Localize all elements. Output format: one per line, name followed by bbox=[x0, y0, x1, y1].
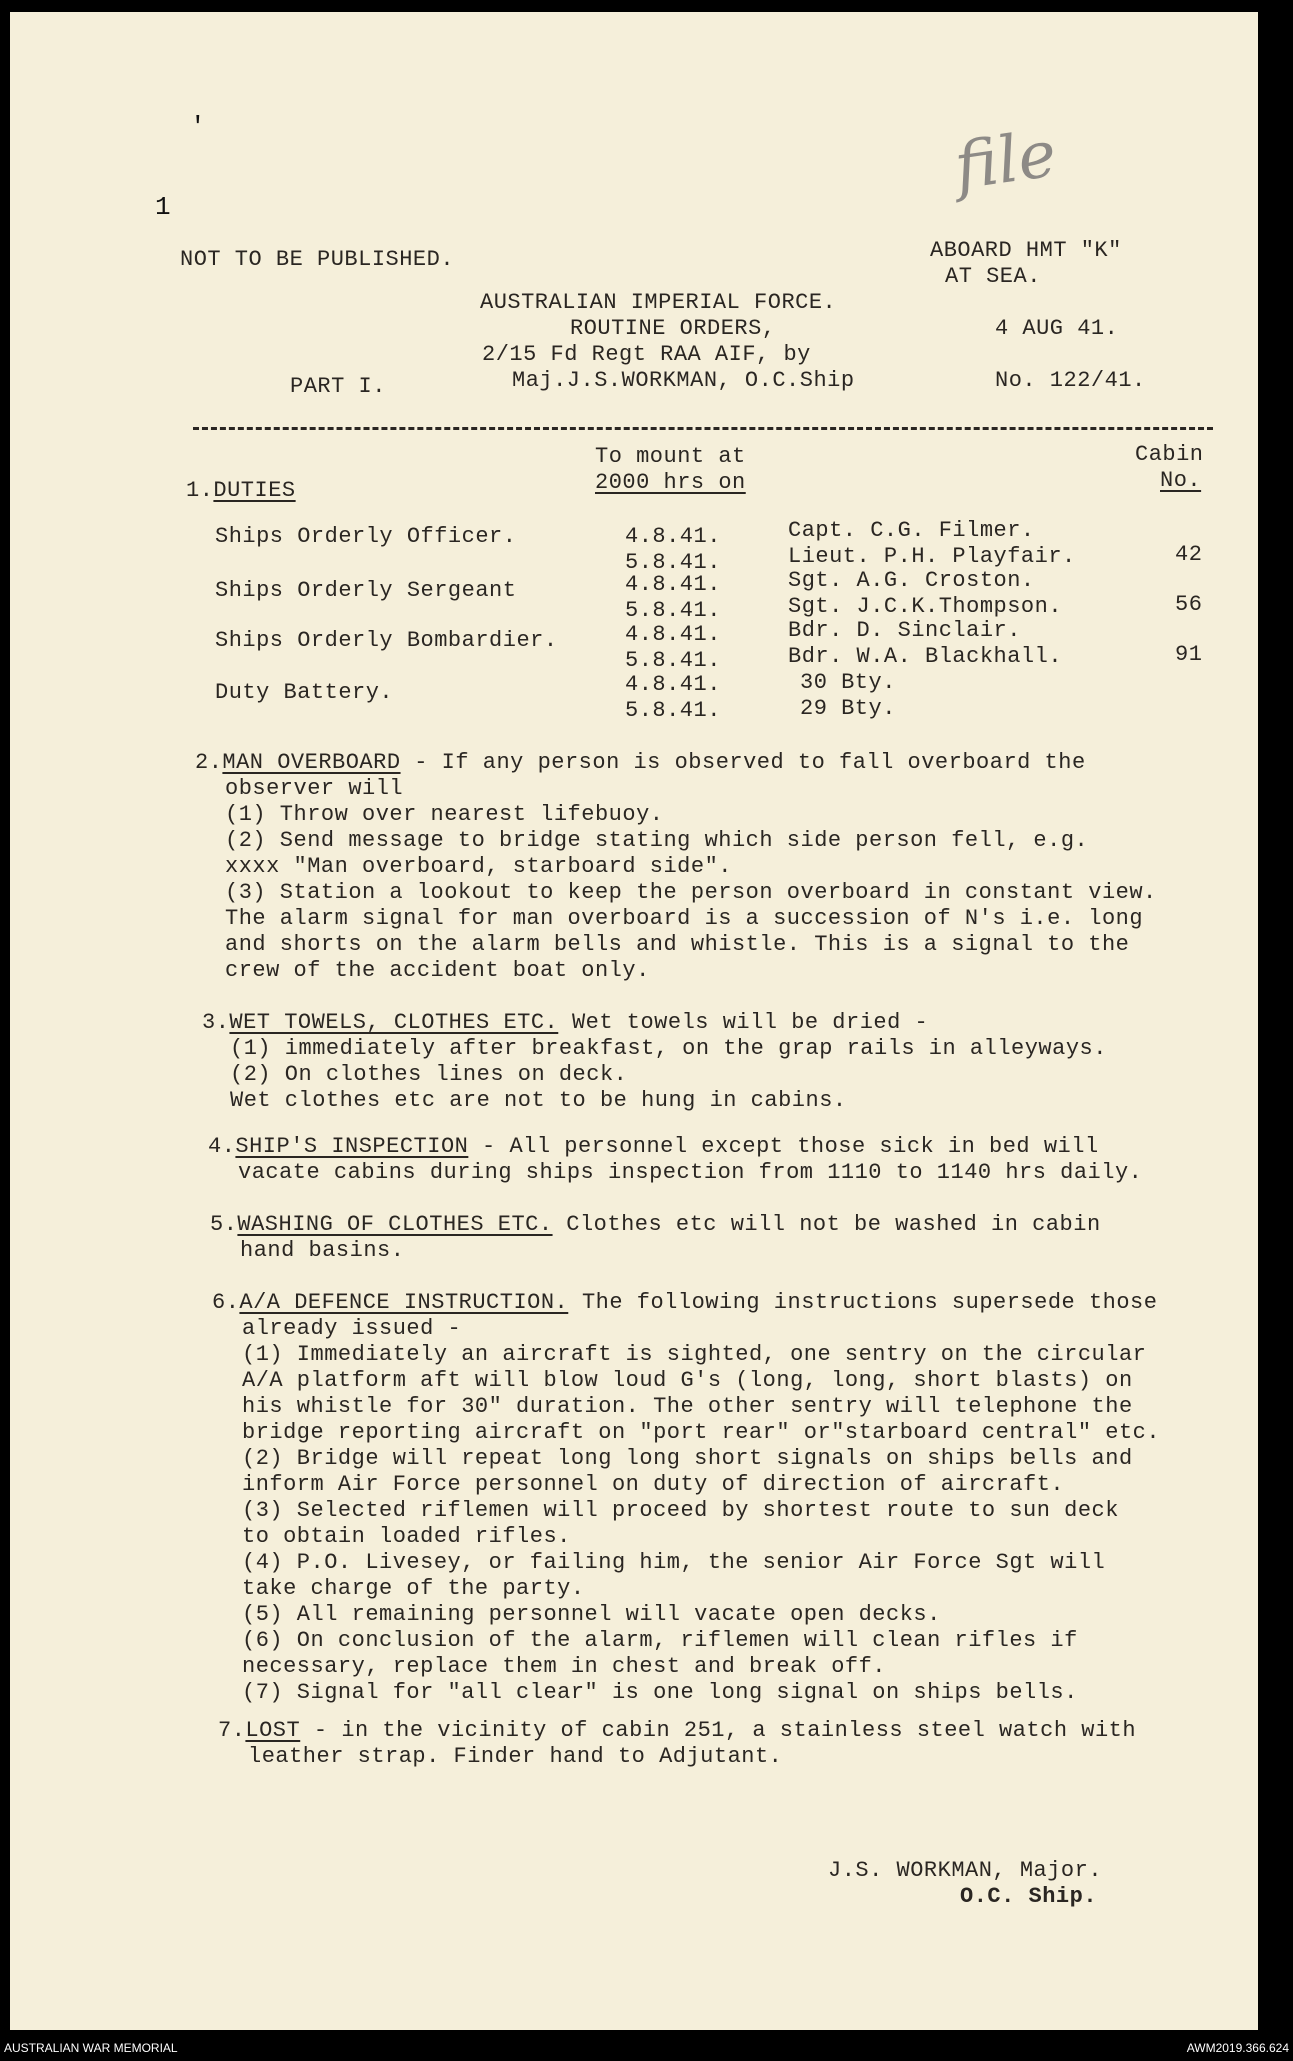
section-lost-heading bbox=[218, 1718, 1136, 1744]
section-text-line: Clothes etc will not be washed in cabin bbox=[552, 1212, 1101, 1237]
section-text-line: A/A platform aft will blow loud G's (long, long, short blasts) on bbox=[242, 1368, 1133, 1393]
section-number: 4. bbox=[208, 1134, 236, 1159]
title-line-4: Maj.J.S.WORKMAN, O.C.Ship bbox=[512, 368, 855, 393]
duty-role: Ships Orderly Officer. bbox=[215, 524, 517, 549]
document-page bbox=[10, 12, 1258, 2030]
section-text-line: (1) immediately after breakfast, on the grap rails in alleyways. bbox=[230, 1036, 1107, 1061]
section-text-line: crew of the accident boat only. bbox=[225, 958, 650, 983]
duty-name: 30 Bty. bbox=[800, 670, 896, 695]
order-date: 4 AUG 41. bbox=[995, 316, 1119, 341]
duty-date: 4.8.41. bbox=[625, 622, 721, 647]
section-text-line: inform Air Force personnel on duty of direction of aircraft. bbox=[242, 1472, 1065, 1497]
section-man-overboard-heading bbox=[195, 750, 1086, 776]
signature-line-1: J.S. WORKMAN, Major. bbox=[828, 1858, 1103, 1883]
duty-name: Bdr. W.A. Blackhall. bbox=[788, 644, 1063, 669]
section-title: WASHING OF CLOTHES ETC. bbox=[237, 1212, 553, 1237]
duty-name: Sgt. A.G. Croston. bbox=[788, 568, 1035, 593]
section-duties-heading bbox=[186, 478, 296, 504]
duty-name: Capt. C.G. Filmer. bbox=[788, 518, 1035, 543]
section-number: 1. bbox=[186, 478, 214, 503]
section-text-line: hand basins. bbox=[240, 1238, 405, 1263]
section-text-line: xxxx "Man overboard, starboard side". bbox=[225, 854, 732, 879]
to-mount-header-1: To mount at bbox=[595, 444, 746, 469]
title-line-2: ROUTINE ORDERS, bbox=[570, 316, 776, 341]
duty-name: 29 Bty. bbox=[800, 696, 896, 721]
section-text-line: Wet towels will be dried - bbox=[558, 1010, 929, 1035]
section-text-line: (2) Bridge will repeat long long short signals on ships bells and bbox=[242, 1446, 1133, 1471]
signature-line-2: O.C. Ship. bbox=[960, 1884, 1098, 1909]
section-number: 6. bbox=[212, 1290, 240, 1315]
order-number: No. 122/41. bbox=[995, 368, 1146, 393]
section-number: 2. bbox=[195, 750, 223, 775]
section-text-line: The alarm signal for man overboard is a succession of N's i.e. long bbox=[225, 906, 1144, 931]
duty-role: Ships Orderly Bombardier. bbox=[215, 628, 558, 653]
section-text-line: (6) On conclusion of the alarm, riflemen will clean rifles if bbox=[242, 1628, 1078, 1653]
section-text-line: to obtain loaded rifles. bbox=[242, 1524, 571, 1549]
section-text-line: The following instructions supersede those bbox=[568, 1290, 1158, 1315]
section-text-line: (2) On clothes lines on deck. bbox=[230, 1062, 628, 1087]
not-to-be-published: NOT TO BE PUBLISHED. bbox=[180, 247, 455, 272]
section-text-line: (3) Selected riflemen will proceed by shortest route to sun deck bbox=[242, 1498, 1119, 1523]
section-text-line: leather strap. Finder hand to Adjutant. bbox=[248, 1744, 783, 1769]
section-text-line: (3) Station a lookout to keep the person overboard in constant view. bbox=[225, 880, 1157, 905]
divider-rule bbox=[193, 427, 1213, 430]
duty-name: Sgt. J.C.K.Thompson. bbox=[788, 594, 1063, 619]
section-text-line: Wet clothes etc are not to be hung in cabins. bbox=[230, 1088, 847, 1113]
section-wet-towels-heading bbox=[202, 1010, 928, 1036]
handwritten-note: file bbox=[950, 117, 1061, 205]
section-number: 3. bbox=[202, 1010, 230, 1035]
section-title: A/A DEFENCE INSTRUCTION. bbox=[239, 1290, 569, 1315]
section-text-line: take charge of the party. bbox=[242, 1576, 585, 1601]
section-title: MAN OVERBOARD bbox=[222, 750, 401, 775]
duty-date: 5.8.41. bbox=[625, 648, 721, 673]
title-line-3: 2/15 Fd Regt RAA AIF, by bbox=[482, 342, 811, 367]
footer-credit: AUSTRALIAN WAR MEMORIAL bbox=[4, 2041, 178, 2055]
duty-date: 5.8.41. bbox=[625, 698, 721, 723]
duty-cabin: 91 bbox=[1175, 642, 1203, 667]
section-title: WET TOWELS, CLOTHES ETC. bbox=[229, 1010, 559, 1035]
duty-date: 4.8.41. bbox=[625, 524, 721, 549]
duty-role: Ships Orderly Sergeant bbox=[215, 578, 517, 603]
aboard-line-1: ABOARD HMT "K" bbox=[930, 238, 1122, 263]
part-label: PART I. bbox=[290, 374, 386, 399]
cabin-header-2: No. bbox=[1160, 468, 1202, 493]
duty-date: 4.8.41. bbox=[625, 672, 721, 697]
section-text-line: (2) Send message to bridge stating which side person fell, e.g. bbox=[225, 828, 1089, 853]
duty-date: 5.8.41. bbox=[625, 550, 721, 575]
section-text-line: bridge reporting aircraft on "port rear" or"starboard central" etc. bbox=[242, 1420, 1161, 1445]
duty-cabin: 42 bbox=[1175, 542, 1203, 567]
duty-cabin: 56 bbox=[1175, 592, 1203, 617]
duty-role: Duty Battery. bbox=[215, 680, 394, 705]
section-ships-inspection-heading bbox=[208, 1134, 1099, 1160]
section-number: 5. bbox=[210, 1212, 238, 1237]
footer-accession-number: AWM2019.366.624 bbox=[1186, 2041, 1289, 2055]
section-title: SHIP'S INSPECTION bbox=[235, 1134, 469, 1159]
section-title: LOST bbox=[245, 1718, 301, 1743]
section-text-line: observer will bbox=[225, 776, 404, 801]
section-text-line: - All personnel except those sick in bed will bbox=[468, 1134, 1099, 1159]
section-washing-heading bbox=[210, 1212, 1101, 1238]
section-text-line: his whistle for 30" duration. The other sentry will telephone the bbox=[242, 1394, 1133, 1419]
section-text-line: (7) Signal for "all clear" is one long signal on ships bells. bbox=[242, 1680, 1078, 1705]
duty-name: Bdr. D. Sinclair. bbox=[788, 618, 1021, 643]
duty-date: 4.8.41. bbox=[625, 572, 721, 597]
section-text-line: and shorts on the alarm bells and whistle. This is a signal to the bbox=[225, 932, 1130, 957]
aboard-line-2: AT SEA. bbox=[945, 264, 1041, 289]
ink-mark: ′ bbox=[190, 112, 206, 142]
section-text-line: - in the vicinity of cabin 251, a stainless steel watch with bbox=[300, 1718, 1137, 1743]
to-mount-header-2: 2000 hrs on bbox=[595, 470, 746, 495]
section-text-line: (5) All remaining personnel will vacate open decks. bbox=[242, 1602, 941, 1627]
ink-mark: 1 bbox=[155, 192, 171, 222]
section-text-line: already issued - bbox=[242, 1316, 462, 1341]
section-text-line: (4) P.O. Livesey, or failing him, the senior Air Force Sgt will bbox=[242, 1550, 1106, 1575]
section-text-line: necessary, replace them in chest and break off. bbox=[242, 1654, 887, 1679]
section-text-line: (1) Immediately an aircraft is sighted, one sentry on the circular bbox=[242, 1342, 1147, 1367]
section-number: 7. bbox=[218, 1718, 246, 1743]
section-text-line: (1) Throw over nearest lifebuoy. bbox=[225, 802, 664, 827]
section-aa-defence-heading bbox=[212, 1290, 1157, 1316]
section-title: DUTIES bbox=[213, 478, 296, 503]
cabin-header-1: Cabin bbox=[1135, 442, 1204, 467]
duty-date: 5.8.41. bbox=[625, 598, 721, 623]
title-line-1: AUSTRALIAN IMPERIAL FORCE. bbox=[480, 290, 837, 315]
section-text-line: - If any person is observed to fall overboard the bbox=[400, 750, 1086, 775]
duty-name: Lieut. P.H. Playfair. bbox=[788, 544, 1076, 569]
section-text-line: vacate cabins during ships inspection from 1110 to 1140 hrs daily. bbox=[238, 1160, 1143, 1185]
